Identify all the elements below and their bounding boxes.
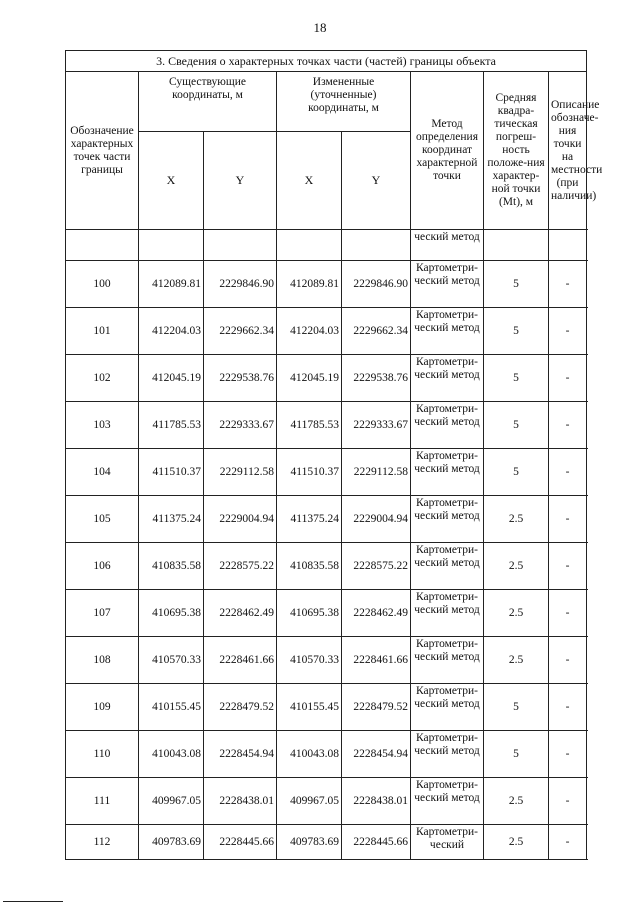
y-changed-cell: 2229662.34 — [342, 308, 411, 355]
table-row — [66, 449, 587, 496]
y-changed-cell: 2228462.49 — [342, 590, 411, 637]
header-x-existing: X — [139, 132, 204, 230]
x-changed-cell: 412045.19 — [277, 355, 342, 402]
error-cell: 5 — [484, 261, 549, 308]
description-cell: - — [549, 731, 587, 778]
x-changed-cell: 409783.69 — [277, 825, 342, 860]
description-cell: - — [549, 825, 587, 860]
y-changed-cell: 2228575.22 — [342, 543, 411, 590]
y-changed-cell: 2228438.01 — [342, 778, 411, 825]
continuation-row — [66, 230, 587, 261]
x-changed-cell: 409967.05 — [277, 778, 342, 825]
description-cell: - — [549, 590, 587, 637]
y-changed-cell: 2229538.76 — [342, 355, 411, 402]
point-cell: 107 — [66, 590, 139, 637]
x-changed-cell: 411510.37 — [277, 449, 342, 496]
point-cell: 110 — [66, 731, 139, 778]
y-changed-cell: 2229112.58 — [342, 449, 411, 496]
x-changed-cell: 412089.81 — [277, 261, 342, 308]
error-cell: 2.5 — [484, 637, 549, 684]
y-existing-cell: 2229846.90 — [204, 261, 277, 308]
x-existing-cell: 412045.19 — [139, 355, 204, 402]
x-existing-cell: 411375.24 — [139, 496, 204, 543]
x-changed-cell: 410043.08 — [277, 731, 342, 778]
description-cell: - — [549, 496, 587, 543]
x-existing-cell: 410835.58 — [139, 543, 204, 590]
x-existing-cell: 409967.05 — [139, 778, 204, 825]
header-y-existing: Y — [204, 132, 277, 230]
method-cell: Картометри-ческий метод — [411, 731, 484, 778]
y-changed-cell: 2228461.66 — [342, 637, 411, 684]
method-cell: Картометри-ческий метод — [411, 590, 484, 637]
point-cell: 109 — [66, 684, 139, 731]
continuation-method: ческий метод — [411, 230, 484, 261]
table-row — [66, 637, 587, 684]
y-existing-cell: 2229112.58 — [204, 449, 277, 496]
description-cell: - — [549, 261, 587, 308]
table-row — [66, 261, 587, 308]
y-existing-cell: 2228438.01 — [204, 778, 277, 825]
description-cell: - — [549, 778, 587, 825]
header-point-label: Обозначение характерных точек части границы — [66, 72, 139, 230]
footnote-separator — [3, 901, 63, 902]
y-existing-cell: 2228462.49 — [204, 590, 277, 637]
error-cell: 2.5 — [484, 825, 549, 860]
y-existing-cell: 2228445.66 — [204, 825, 277, 860]
method-cell: Картометри-ческий метод — [411, 778, 484, 825]
method-cell: Картометри-ческий метод — [411, 449, 484, 496]
method-cell: Картометри-ческий метод — [411, 496, 484, 543]
y-changed-cell: 2228445.66 — [342, 825, 411, 860]
x-existing-cell: 412204.03 — [139, 308, 204, 355]
header-method: Метод определения координат характерной точки — [411, 72, 484, 230]
y-existing-cell: 2228461.66 — [204, 637, 277, 684]
x-existing-cell: 410570.33 — [139, 637, 204, 684]
y-existing-cell: 2228575.22 — [204, 543, 277, 590]
point-cell: 104 — [66, 449, 139, 496]
table-row — [66, 402, 587, 449]
y-changed-cell: 2229846.90 — [342, 261, 411, 308]
y-existing-cell: 2229662.34 — [204, 308, 277, 355]
description-cell: - — [549, 449, 587, 496]
error-cell: 5 — [484, 449, 549, 496]
x-changed-cell: 410570.33 — [277, 637, 342, 684]
error-cell: 5 — [484, 355, 549, 402]
y-changed-cell: 2228479.52 — [342, 684, 411, 731]
point-cell: 103 — [66, 402, 139, 449]
error-cell: 2.5 — [484, 590, 549, 637]
table-row — [66, 825, 587, 860]
y-existing-cell: 2228454.94 — [204, 731, 277, 778]
x-existing-cell: 409783.69 — [139, 825, 204, 860]
table-row — [66, 778, 587, 825]
header-row-1 — [66, 72, 587, 132]
section-title-row — [66, 51, 587, 72]
point-cell: 111 — [66, 778, 139, 825]
x-changed-cell: 411375.24 — [277, 496, 342, 543]
page-number: 18 — [313, 20, 327, 35]
error-cell: 5 — [484, 684, 549, 731]
y-changed-cell: 2229004.94 — [342, 496, 411, 543]
x-existing-cell: 410695.38 — [139, 590, 204, 637]
point-cell: 106 — [66, 543, 139, 590]
error-cell: 5 — [484, 731, 549, 778]
section-title: 3. Сведения о характерных точках части (частей) границы объекта — [66, 51, 587, 72]
header-description: Описание обозначе-ния точки на местности (при наличии) — [549, 72, 587, 230]
error-cell: 2.5 — [484, 543, 549, 590]
description-cell: - — [549, 308, 587, 355]
table-row — [66, 684, 587, 731]
point-cell: 108 — [66, 637, 139, 684]
y-changed-cell: 2229333.67 — [342, 402, 411, 449]
description-cell: - — [549, 637, 587, 684]
y-existing-cell: 2228479.52 — [204, 684, 277, 731]
description-cell: - — [549, 684, 587, 731]
header-x-changed: X — [277, 132, 342, 230]
method-cell: Картометри-ческий метод — [411, 543, 484, 590]
table-row — [66, 308, 587, 355]
y-existing-cell: 2229333.67 — [204, 402, 277, 449]
method-cell: Картометри-ческий метод — [411, 308, 484, 355]
description-cell: - — [549, 355, 587, 402]
error-cell: 5 — [484, 402, 549, 449]
method-cell: Картометри-ческий метод — [411, 402, 484, 449]
header-existing-coords: Существующие координаты, м — [139, 72, 277, 132]
point-cell: 100 — [66, 261, 139, 308]
y-existing-cell: 2229538.76 — [204, 355, 277, 402]
header-error: Средняя квадра-тическая погреш-ность положе-ния характер-ной точки (Mt), м — [484, 72, 549, 230]
x-existing-cell: 411785.53 — [139, 402, 204, 449]
error-cell: 5 — [484, 308, 549, 355]
x-changed-cell: 410155.45 — [277, 684, 342, 731]
boundary-points-table — [65, 50, 603, 860]
method-cell: Картометри-ческий метод — [411, 637, 484, 684]
method-cell: Картометри-ческий — [411, 825, 484, 860]
x-existing-cell: 410043.08 — [139, 731, 204, 778]
x-changed-cell: 410835.58 — [277, 543, 342, 590]
point-cell: 102 — [66, 355, 139, 402]
method-cell: Картометри-ческий метод — [411, 355, 484, 402]
table-row — [66, 496, 587, 543]
error-cell: 2.5 — [484, 778, 549, 825]
x-existing-cell: 411510.37 — [139, 449, 204, 496]
point-cell: 105 — [66, 496, 139, 543]
y-changed-cell: 2228454.94 — [342, 731, 411, 778]
method-cell: Картометри-ческий метод — [411, 684, 484, 731]
table-row — [66, 590, 587, 637]
point-cell: 101 — [66, 308, 139, 355]
header-y-changed: Y — [342, 132, 411, 230]
table-row — [66, 731, 587, 778]
x-changed-cell: 412204.03 — [277, 308, 342, 355]
x-existing-cell: 410155.45 — [139, 684, 204, 731]
description-cell: - — [549, 543, 587, 590]
table-row — [66, 355, 587, 402]
x-changed-cell: 411785.53 — [277, 402, 342, 449]
method-cell: Картометри-ческий метод — [411, 261, 484, 308]
x-existing-cell: 412089.81 — [139, 261, 204, 308]
header-changed-coords: Измененные (уточненные) координаты, м — [277, 72, 411, 132]
y-existing-cell: 2229004.94 — [204, 496, 277, 543]
error-cell: 2.5 — [484, 496, 549, 543]
point-cell: 112 — [66, 825, 139, 860]
table-row — [66, 543, 587, 590]
description-cell: - — [549, 402, 587, 449]
x-changed-cell: 410695.38 — [277, 590, 342, 637]
